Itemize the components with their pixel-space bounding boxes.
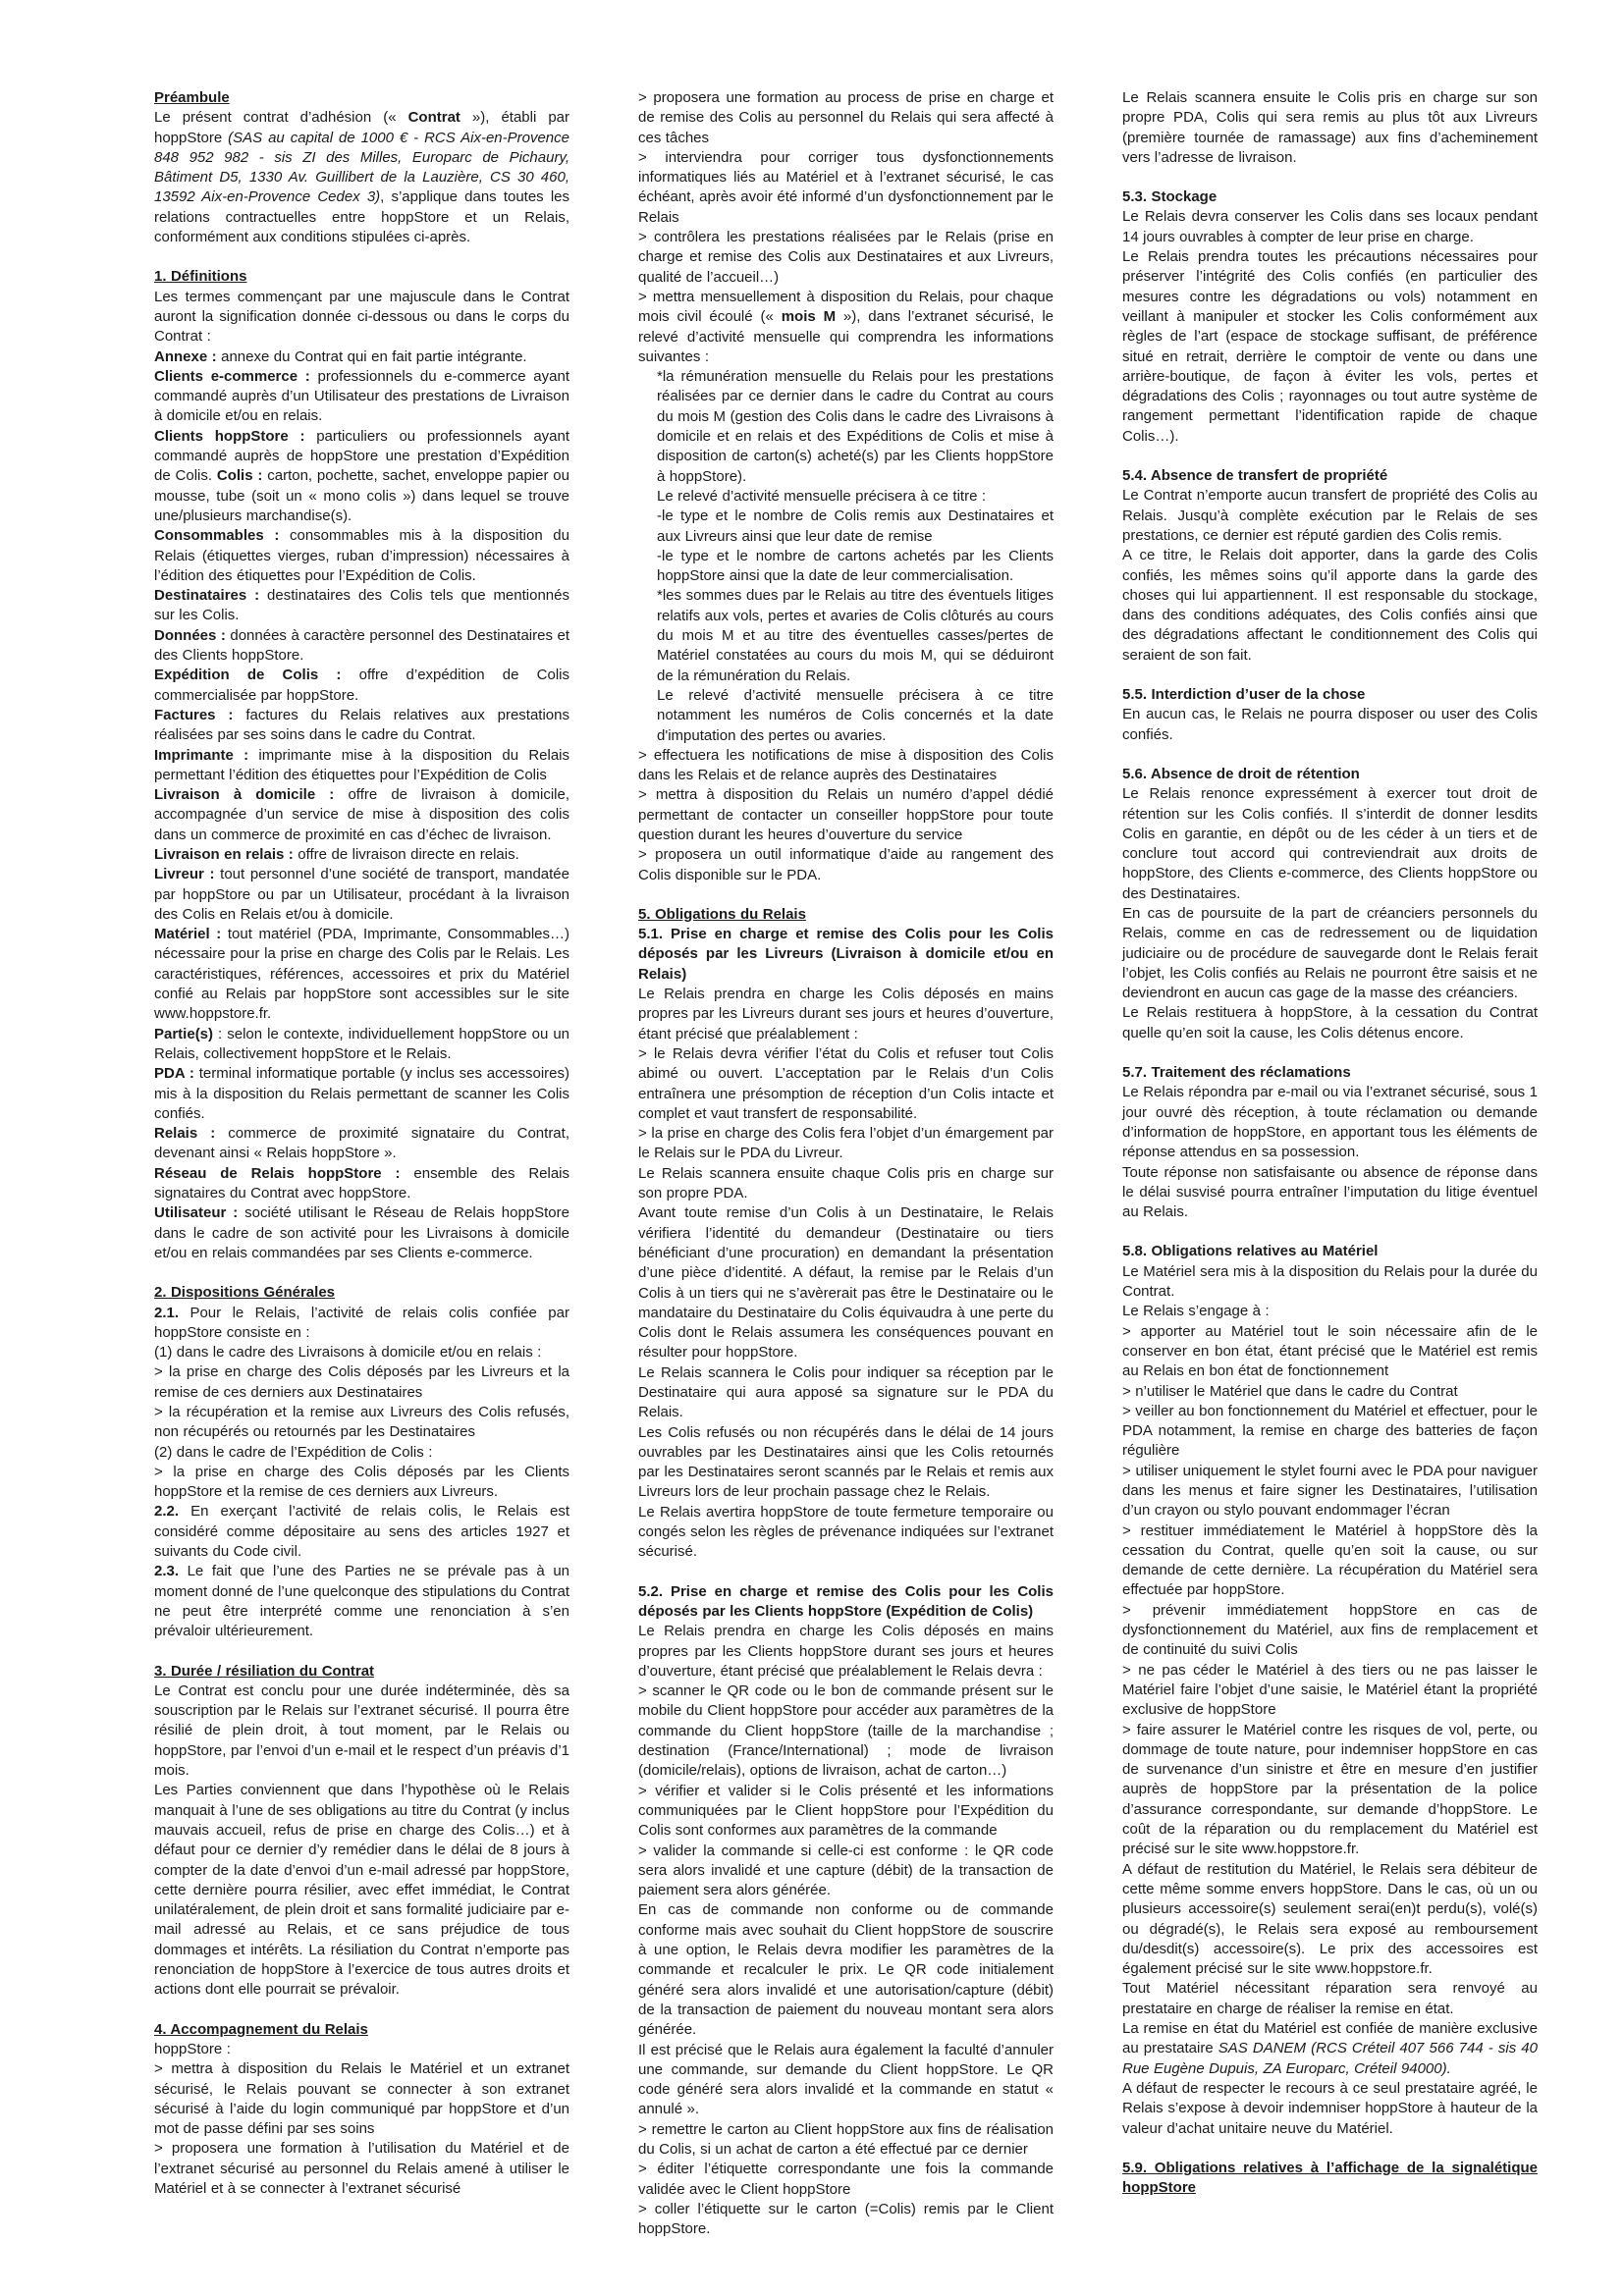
paragraph — [638, 2120, 1054, 2161]
paragraph — [154, 925, 569, 1024]
text-run: Le Relais scannera ensuite chaque Colis pris en charge sur son propre PDA. — [638, 1164, 1054, 1202]
paragraph — [154, 1781, 569, 2000]
paragraph — [1122, 1462, 1538, 1522]
text-run: données à caractère personnel des Destinataires et des Clients hoppStore. — [154, 626, 569, 665]
paragraph — [1122, 88, 1538, 168]
text-run: »), dans l’extranet sécurisé, le relevé d’activité mensuelle qui comprendra les informations suivantes : — [638, 308, 1054, 365]
paragraph — [638, 845, 1054, 885]
text-run: > effectuera les notifications de mise à disposition des Colis dans les Relais et de relance auprès des Destinataires — [638, 746, 1054, 784]
text-run: > valider la commande si celle-ci est conforme : le QR code sera alors invalidé et une capture (débit) de la transaction de paiement sera alors générée. — [638, 1842, 1054, 1899]
text-run: Pour le Relais, l’activité de relais colis confiée par hoppStore consiste en : — [154, 1304, 569, 1341]
text-run: Préambule — [154, 89, 230, 106]
paragraph — [154, 526, 569, 586]
text-run: > restituer immédiatement le Matériel à hoppStore dès la cessation du Contrat, quelle qu’en soit la cause, ou sur demande de cette dernière. La récupération du Matériel sera effectuée par hoppStore. — [1122, 1522, 1538, 1599]
section-heading — [154, 1662, 569, 1682]
text-run: > n’utiliser le Matériel que dans le cadre du Contrat — [1122, 1382, 1458, 1400]
paragraph — [638, 785, 1054, 845]
text-run: 5.7. Traitement des réclamations — [1122, 1064, 1351, 1082]
text-run: Les Parties conviennent que dans l’hypothèse où le Relais manquait à l’une de ses obligations au titre du Contrat (y inclus mauvais accueil, refus de prise en charge des Colis…) et à défaut pour ce dernier d’y remédier dans le délai de 8 jours à compter de la date d’envoi d’un e-mail adressé par hoppStore, cette dernière pourra résilier, avec effet immédiat, le Contrat unilatéralement, de plein droit et sans formalité judiciaire par e-mail adressé au Relais, et ce sans préjudice de tous dommages et intérêts. La résiliation du Contrat n’emporte pas renonciation de hoppStore à l’exercice de tous autres droits et actions dont elle pourrait se prévaloir. — [154, 1782, 569, 1999]
subsection-heading — [1122, 1063, 1538, 1083]
text-run: Le fait que l’une des Parties ne se prévale pas à un moment donné de l’une quelconque des stipulations du Contrat ne peut être interprété comme une renonciation à s’en prévaloir ultérieurement. — [154, 1563, 569, 1640]
paragraph — [154, 1203, 569, 1263]
text-run: En cas de commande non conforme ou de commande conforme mais avec souhait du Client hoppStore de souscrire à une option, le Relais devra modifier les paramètres de la commande et recalculer le prix. Le QR code initialement généré sera alors invalidé et une autorisation/capture (débit) de la transaction de paiement du nouveau montant sera alors générée. — [638, 1901, 1054, 2039]
text-run: tout matériel (PDA, Imprimante, Consommables…) nécessaire pour la prise en charge des Colis par le Relais. Les caractéristiques, références, accessoires et prix du Matériel confié au Relais par hoppStore sont accessibles sur le site www.hoppstore.fr. — [154, 926, 569, 1023]
text-run: Avant toute remise d’un Colis à un Destinataire, le Relais vérifiera l’identité du demandeur (Destinataire ou tiers bénéficiant d’une procuration) en demandant la présentation d’une pièce d’identité. A défaut, la remise par le Relais d’un Colis à un tiers qui ne s’avèrerait pas être le Destinataire ou le mandataire du Destinataire du Colis équivaudra à une perte du Colis dont le Relais assumera les conséquences pouvant en résulter pour hoppStore. — [638, 1204, 1054, 1362]
paragraph — [638, 586, 1054, 685]
text-run: 2.3. — [154, 1563, 180, 1580]
paragraph — [154, 1682, 569, 1781]
paragraph — [154, 626, 569, 667]
paragraph — [1122, 247, 1538, 447]
paragraph — [154, 1025, 569, 1065]
text-run: La remise en état du Matériel est confiée de manière exclusive au prestataire — [1122, 2020, 1538, 2057]
text-run: Le Relais prendra en charge les Colis déposés en mains propres par les Clients hoppStore durant ses jours et heures d’ouverture, étant précisé que préalablement le Relais devra : — [638, 1623, 1054, 1680]
text-run: consommables mis à la disposition du Relais (étiquettes vierges, ruban d’impression) nécessaires à l’édition des étiquettes pour l’Expédition de Colis. — [154, 527, 569, 584]
text-run: 5.1. Prise en charge et remise des Colis pour les Colis déposés par les Livreurs (Livraison à domicile et/ou en Relais) — [638, 926, 1054, 983]
text-run: Matériel : — [154, 926, 222, 943]
paragraph — [638, 88, 1054, 148]
text-run: > coller l’étiquette sur le carton (=Colis) remis par le Client hoppStore. — [638, 2200, 1054, 2238]
paragraph — [1122, 2079, 1538, 2139]
paragraph — [1122, 2019, 1538, 2079]
text-run: 5.6. Absence de droit de rétention — [1122, 765, 1360, 782]
text-run: Destinataires : — [154, 587, 260, 605]
text-run: commerce de proximité signataire du Contrat, devenant ainsi « Relais hoppStore ». — [154, 1125, 569, 1162]
text-run: professionnels du e-commerce ayant commandé auprès d’un Utilisateur des prestations de Livraison à domicile et/ou en relais. — [154, 367, 569, 425]
text-run: Réseau de Relais hoppStore : — [154, 1164, 401, 1182]
text-run: Le Matériel sera mis à la disposition du Relais pour la durée du Contrat. — [1122, 1262, 1538, 1301]
text-run: Relais : — [154, 1125, 216, 1143]
paragraph — [1122, 1860, 1538, 1980]
paragraph — [154, 1343, 569, 1362]
text-run: Contrat — [407, 109, 460, 127]
paragraph — [638, 985, 1054, 1044]
paragraph — [154, 1304, 569, 1344]
paragraph — [638, 367, 1054, 487]
text-run: Utilisateur : — [154, 1204, 239, 1222]
text-run: Livraison en relais : — [154, 845, 294, 863]
paragraph — [1122, 705, 1538, 745]
paragraph — [638, 1203, 1054, 1362]
text-run: > proposera un outil informatique d’aide au rangement des Colis disponible sur le PDA. — [638, 846, 1054, 883]
paragraph — [638, 228, 1054, 288]
text-run: > mettra à disposition du Relais le Matériel et un extranet sécurisé, le Relais pouvant se connecter à son extranet sécurisé à l’aide du login communiqué par hoppStore et d’un mot de passe défini par ses soins — [154, 2060, 569, 2138]
paragraph — [154, 2040, 569, 2059]
paragraph — [638, 1682, 1054, 1781]
paragraph — [1122, 1522, 1538, 1601]
text-run: > prévenir immédiatement hoppStore en cas de dysfonctionnement du Matériel, aux fins de remplacement et de continuité du suivi Colis — [1122, 1601, 1538, 1659]
paragraph — [154, 1562, 569, 1641]
paragraph — [154, 586, 569, 626]
text-run: PDA : — [154, 1065, 194, 1083]
text-run: Le Contrat n’emporte aucun transfert de propriété des Colis au Relais. Jusqu’à complète exécution par le Relais de ses prestations, ce dernier est réputé gardien des Colis remis. — [1122, 487, 1538, 544]
text-run: > apporter au Matériel tout le soin nécessaire afin de le conserver en bon état, étant précisé que le Matériel est remis au Relais en bon état de fonctionnement — [1122, 1322, 1538, 1380]
paragraph — [1122, 1083, 1538, 1162]
text-run: > veiller au bon fonctionnement du Matériel et effectuer, pour le PDA notamment, la remise en charge des batteries de façon régulière — [1122, 1402, 1538, 1460]
paragraph — [638, 1164, 1054, 1204]
text-run: particuliers ou professionnels ayant commandé auprès de hoppStore une prestation d’Expédition de Colis. — [154, 427, 570, 485]
text-run: Factures : — [154, 706, 234, 723]
text-run: A défaut de respecter le recours à ce seul prestataire agréé, le Relais s’expose à devoir indemniser hoppStore à hauteur de la valeur d’achat unitaire neuve du Matériel. — [1122, 2079, 1538, 2137]
paragraph — [1122, 1979, 1538, 2019]
paragraph — [154, 108, 569, 247]
text-run: En exerçant l’activité de relais colis, le Relais est considéré comme dépositaire au sens des articles 1927 et suivants du Code civil. — [154, 1503, 569, 1561]
text-run: Il est précisé que le Relais aura également la faculté d’annuler une commande, sur demande du Client hoppStore. Le QR code généré sera alors invalidé et la commande en statut « annulé ». — [638, 2041, 1054, 2118]
paragraph — [1122, 904, 1538, 1003]
subsection-heading — [638, 1582, 1054, 1623]
text-run: Le Relais s’engage à : — [1122, 1303, 1270, 1320]
text-run: Le présent contrat d’adhésion (« — [154, 109, 408, 127]
paragraph — [638, 1782, 1054, 1842]
text-run: > éditer l’étiquette correspondante une fois la commande validée avec le Client hoppStore — [638, 2161, 1054, 2198]
text-run: Imprimante : — [154, 746, 249, 764]
text-run: (1) dans le cadre des Livraisons à domicile et/ou en relais : — [154, 1344, 542, 1362]
text-run: *les sommes dues par le Relais au titre des éventuels litiges relatifs aux vols, pertes et avaries de Colis clôturés au cours du mois M et au titre des éventuelles casses/pertes de Matériel constatées au cours du mois M, qui se déduiront de la rémunération du Relais. — [657, 587, 1054, 684]
text-run: 5.8. Obligations relatives au Matériel — [1122, 1243, 1379, 1260]
paragraph — [638, 1900, 1054, 2040]
paragraph — [154, 1064, 569, 1124]
text-run: > interviendra pour corriger tous dysfonctionnements informatiques liés au Matériel et à l’extranet sécurisé, le cas échéant, après avoir été informé d’un dysfonctionnement par le Relais — [638, 148, 1054, 226]
paragraph — [154, 666, 569, 706]
text-run: 5.3. Stockage — [1122, 188, 1218, 206]
text-run: > proposera une formation au process de prise en charge et de remise des Colis au personnel du Relais qui sera affecté à ces tâches — [638, 89, 1054, 146]
paragraph — [1122, 207, 1538, 247]
text-run: Les Colis refusés ou non récupérés dans le délai de 14 jours ouvrables par les Destinataires ainsi que les Colis retournés par les Destinataires seront scannés par le Relais et remis aux Livreurs lors de leur prochain passage chez le Relais. — [638, 1423, 1054, 1501]
text-run: A défaut de restitution du Matériel, le Relais sera débiteur de cette même somme envers hoppStore. Dans le cas, où un ou plusieurs accessoire(s) seulement serai(en)t perdu(s), volé(s) ou dégradé(s), le Relais sera exposé au remboursement du/desdit(s) accessoire(s). Le prix des accessoires est également précisé sur le site www.hoppstore.fr. — [1122, 1860, 1538, 1978]
paragraph — [1122, 1601, 1538, 1661]
text-run: : selon le contexte, individuellement hoppStore ou un Relais, collectivement hoppStore et le Relais. — [154, 1025, 569, 1062]
text-run: A ce titre, le Relais doit apporter, dans la garde des Colis confiés, les mêmes soins qu’il apporte dans la garde des choses qui lui appartiennent. Il est responsable du stockage, dans des conditions adéquates, des Colis confiés ainsi que des dégradations affectant le conditionnement des Colis qui seraient de son fait. — [1122, 547, 1538, 664]
text-run: 5.9. Obligations relatives à l’affichage de la signalétique hoppStore — [1122, 2159, 1538, 2197]
text-run: »), établi par hoppStore — [154, 109, 570, 146]
text-run: Colis : — [216, 467, 263, 485]
paragraph — [1122, 1003, 1538, 1043]
section-heading — [638, 905, 1054, 925]
text-run: -le type et le nombre de Colis remis aux Destinataires et aux Livreurs ainsi que leur date de remise — [657, 507, 1054, 545]
paragraph — [154, 1124, 569, 1164]
paragraph — [1122, 1262, 1538, 1303]
paragraph — [638, 487, 1054, 507]
paragraph — [638, 1423, 1054, 1503]
text-run: > utiliser uniquement le stylet fourni avec le PDA pour naviguer dans les menus et faire signer les Destinataires, l’utilisation d’un crayon ou stylo pouvant endommager l’écran — [1122, 1462, 1538, 1520]
section-heading — [1122, 2159, 1538, 2199]
text-run: Le Relais avertira hoppStore de toute fermeture temporaire ou congés selon les règles de prévenance indiquées sur l’extranet sécurisé. — [638, 1503, 1054, 1561]
paragraph — [154, 288, 569, 347]
text-run: > la récupération et la remise aux Livreurs des Colis refusés, non récupérés ou retournés par les Destinataires — [154, 1404, 569, 1441]
text-run: Expédition de Colis : — [154, 667, 342, 684]
text-run: offre d’expédition de Colis commercialisée par hoppStore. — [154, 667, 570, 704]
doc-column-3 — [1122, 88, 1538, 2257]
doc-column-2 — [638, 88, 1054, 2257]
paragraph — [154, 785, 569, 845]
paragraph — [154, 2139, 569, 2199]
text-run: imprimante mise à la disposition du Relais permettant l’édition des étiquettes pour l’Expédition de Colis — [154, 746, 569, 783]
text-run: Annexe : — [154, 347, 217, 365]
paragraph — [1122, 1661, 1538, 1721]
text-run: carton, pochette, sachet, enveloppe papier ou mousse, tube (soit un « mono colis ») dans lequel se trouve une/plusieurs marchandise(s). — [154, 467, 569, 524]
text-run: 2. Dispositions Générales — [154, 1284, 335, 1302]
text-run: Livraison à domicile : — [154, 786, 335, 804]
text-run: > scanner le QR code ou le bon de commande présent sur le mobile du Client hoppStore pour accéder aux paramètres de la commande du Client hoppStore (taille de la marchandise ; destination (France/International) ; mode de livraison (domicile/relais), options de livraison, achat de carton…) — [638, 1682, 1054, 1780]
text-run: Clients hoppStore : — [154, 427, 305, 445]
text-run: > la prise en charge des Colis fera l’objet d’un émargement par le Relais sur le PDA du Livreur. — [638, 1125, 1054, 1162]
paragraph — [154, 1443, 569, 1463]
text-run: (SAS au capital de 1000 € - RCS Aix-en-Provence 848 952 982 - sis ZI des Milles, Europarc de Pichaury, Bâtiment D5, 1330 Av. Guillibert de la Lauzière, CS 30 460, 13592 Aix-en-Provence Cedex 3) — [154, 129, 569, 206]
text-run: tout personnel d’une société de transport, mandatée par hoppStore ou par un Utilisateur, procédant à la livraison des Colis en Relais et/ou à domicile. — [154, 866, 569, 923]
text-run: Le Relais devra conserver les Colis dans ses locaux pendant 14 jours ouvrables à compter de leur prise en charge. — [1122, 208, 1538, 245]
doc-column-1 — [154, 88, 569, 2257]
text-run: > mettra mensuellement à disposition du Relais, pour chaque mois civil écoulé (« — [638, 288, 1054, 326]
text-run: > proposera une formation à l’utilisation du Matériel et de l’extranet sécurisé au personnel du Relais amené à utiliser le Matériel et à se connecter à l’extranet sécurisé — [154, 2140, 569, 2197]
subsection-heading — [1122, 187, 1538, 207]
paragraph — [154, 2059, 569, 2139]
text-run: 4. Accompagnement du Relais — [154, 2020, 368, 2038]
paragraph — [154, 1403, 569, 1443]
paragraph — [638, 507, 1054, 547]
text-run: 5.5. Interdiction d’user de la chose — [1122, 686, 1366, 704]
text-run: SAS DANEM (RCS Créteil 407 566 744 - sis 40 Rue Eugène Dupuis, ZA Europarc, Créteil 94000). — [1122, 2040, 1538, 2077]
subsection-heading — [638, 925, 1054, 985]
text-run: Le Relais scannera ensuite le Colis pris en charge sur son propre PDA, Colis qui sera remis au plus tôt aux Livreurs (première tournée de ramassage) aux fins d’acheminement vers l’adresse de livraison. — [1122, 89, 1538, 166]
paragraph — [154, 347, 569, 367]
text-run: mois M — [781, 308, 837, 326]
paragraph — [638, 148, 1054, 228]
text-run: > faire assurer le Matériel contre les risques de vol, perte, ou dommage de toute nature, pour indemniser hoppStore en cas de survenance d’un sinistre et être en mesure d’en justifier auprès de hoppStore par la présentation de la police d’assurance correspondante, sur demande d’hoppStore. Le coût de la réparation ou du remplacement du Matériel est précisé sur le site www.hoppstore.fr. — [1122, 1721, 1538, 1858]
paragraph — [1122, 1382, 1538, 1402]
paragraph — [1122, 1163, 1538, 1223]
text-run: Consommables : — [154, 527, 280, 545]
paragraph — [1122, 1322, 1538, 1382]
paragraph — [638, 547, 1054, 587]
text-run: > remettre le carton au Client hoppStore aux fins de réalisation du Colis, si un achat de carton a été effectué par ce dernier — [638, 2120, 1054, 2158]
text-run: Le Relais renonce expressément à exercer tout droit de rétention sur les Colis confiés. Il s’interdit de donner lesdits Colis en garantie, en dépôt ou de les céder à un tiers et de conclure tout accord qui contreviendrait aux droits de hoppStore, des Clients e-commerce, des Clients hoppStore ou des Destinataires. — [1122, 785, 1538, 902]
text-run: 3. Durée / résiliation du Contrat — [154, 1662, 375, 1680]
paragraph — [638, 1622, 1054, 1682]
text-run: terminal informatique portable (y inclus ses accessoires) mis à la disposition du Relais permettant de scanner les Colis confiés. — [154, 1065, 569, 1122]
text-run: En cas de poursuite de la part de créanciers personnels du Relais, comme en cas de redressement ou de liquidation judiciaire ou de procédure de sauvegarde dont le Relais ferait l’objet, les Colis confiés au Relais ne pourront être saisis et ne deviendront en aucun cas gage de la masse des créanciers. — [1122, 904, 1538, 1002]
text-run: destinataires des Colis tels que mentionnés sur les Colis. — [154, 587, 569, 624]
text-run: > la prise en charge des Colis déposés par les Livreurs et la remise de ces derniers aux Destinataires — [154, 1363, 569, 1401]
text-run: Clients e-commerce : — [154, 367, 310, 385]
subsection-heading — [1122, 466, 1538, 486]
text-run: Partie(s) — [154, 1025, 214, 1042]
text-run: Le relevé d’activité mensuelle précisera à ce titre notamment les numéros de Colis concernés et la date d'imputation des pertes ou avaries. — [657, 686, 1054, 744]
paragraph — [638, 2160, 1054, 2200]
paragraph — [1122, 1302, 1538, 1321]
text-run: > contrôlera les prestations réalisées par le Relais (prise en charge et remise des Colis aux Destinataires et aux Livreurs, qualité de l’accueil…) — [638, 229, 1054, 286]
paragraph — [154, 427, 569, 526]
text-run: 5.2. Prise en charge et remise des Colis pour les Colis déposés par les Clients hoppStore (Expédition de Colis) — [638, 1582, 1054, 1620]
text-run: Le Relais répondra par e-mail ou via l’extranet sécurisé, sous 1 jour ouvré dès réception, à toute réclamation ou demande d’information de hoppStore, en apportant tous les éléments de réponse attendus en sa possession. — [1122, 1084, 1538, 1161]
paragraph — [638, 288, 1054, 367]
text-run: Toute réponse non satisfaisante ou absence de réponse dans le délai susvisé pourra entraîner l’imputation du litige éventuel au Relais. — [1122, 1163, 1538, 1221]
text-run: > le Relais devra vérifier l’état du Colis et refuser tout Colis abimé ou ouvert. L’acceptation par le Relais d’un Colis entraînera une présomption de réception d’un Colis intacte et complet et vaut transfert de responsabilité. — [638, 1044, 1054, 1122]
text-run: 2.2. — [154, 1503, 180, 1521]
paragraph — [154, 845, 569, 865]
text-run: 2.1. — [154, 1304, 180, 1321]
paragraph — [1122, 546, 1538, 666]
text-run: > ne pas céder le Matériel à des tiers ou ne pas laisser le Matériel faire l’objet d’une saisie, le Matériel étant la propriété exclusive de hoppStore — [1122, 1661, 1538, 1719]
text-run: factures du Relais relatives aux prestations réalisées par ses soins dans le cadre du Contrat. — [154, 706, 569, 744]
section-heading — [154, 88, 569, 108]
paragraph — [638, 746, 1054, 786]
paragraph — [1122, 1402, 1538, 1462]
text-run: 1. Définitions — [154, 268, 247, 286]
text-run: ensemble des Relais signataires du Contrat avec hoppStore. — [154, 1164, 570, 1202]
text-run: > vérifier et valider si le Colis présenté et les informations communiquées par le Client hoppStore pour l’Expédition du Colis sont conformes aux paramètres de la commande — [638, 1782, 1054, 1840]
paragraph — [638, 1124, 1054, 1164]
paragraph — [1122, 1721, 1538, 1860]
text-run: Le Relais restituera à hoppStore, à la cessation du Contrat quelle qu’en soit la cause, les Colis détenus encore. — [1122, 1004, 1538, 1041]
text-run: Le Contrat est conclu pour une durée indéterminée, dès sa souscription par le Relais sur l’extranet sécurisé. Il pourra être résilié de plein droit, à tout moment, par le Relais ou hoppStore, par l’envoi d’un e-mail et le respect d’un préavis d’1 mois. — [154, 1682, 569, 1780]
paragraph — [638, 1363, 1054, 1423]
paragraph — [154, 706, 569, 746]
text-run: société utilisant le Réseau de Relais hoppStore dans le cadre de son activité pour les Livraisons à domicile et/ou en relais commandées par ses Clients e-commerce. — [154, 1204, 569, 1261]
section-heading — [154, 2020, 569, 2040]
paragraph — [154, 1164, 569, 1204]
paragraph — [154, 367, 569, 427]
text-run: 5.4. Absence de transfert de propriété — [1122, 467, 1388, 485]
text-run: En aucun cas, le Relais ne pourra disposer ou user des Colis confiés. — [1122, 706, 1538, 743]
text-run: > mettra à disposition du Relais un numéro d’appel dédié permettant de contacter un conseiller hoppStore pour toute question durant les heures d’ouverture du service — [638, 786, 1054, 843]
subsection-heading — [1122, 1242, 1538, 1261]
paragraph — [154, 1502, 569, 1562]
text-run: Le relevé d’activité mensuelle précisera à ce titre : — [657, 487, 987, 505]
text-run: Livreur : — [154, 866, 215, 883]
paragraph — [154, 746, 569, 786]
paragraph — [154, 1362, 569, 1403]
section-heading — [154, 267, 569, 287]
text-run: 5. Obligations du Relais — [638, 905, 806, 923]
paragraph — [638, 1842, 1054, 1901]
text-run: annexe du Contrat qui en fait partie intégrante. — [216, 347, 527, 365]
text-run: > la prise en charge des Colis déposés par les Clients hoppStore et la remise de ces derniers aux Livreurs. — [154, 1463, 569, 1501]
paragraph — [638, 1044, 1054, 1124]
text-run: Données : — [154, 626, 226, 644]
text-run: (2) dans le cadre de l’Expédition de Colis : — [154, 1443, 433, 1461]
paragraph — [154, 1463, 569, 1503]
text-run: Le Relais scannera le Colis pour indiquer sa réception par le Destinataire qui aura apposé sa signature sur le PDA du Relais. — [638, 1363, 1054, 1421]
paragraph — [638, 2041, 1054, 2120]
text-run: Les termes commençant par une majuscule dans le Contrat auront la signification donnée ci-dessous ou dans le corps du Contrat : — [154, 288, 569, 346]
text-run: Le Relais prendra toutes les précautions nécessaires pour préserver l’intégrité des Colis confiés (en particulier des mesures contre les dégradations ou vols) notamment en veillant à manipuler et stocker les Colis conformément aux règles de l’art (espace de stockage suffisant, de préférence situé en retrait, derrière le comptoir de vente ou dans une arrière-boutique, de façon à éviter les vols, pertes et dégradations des Colis ; rayonnages ou tout autre système de rangement permettant l’identification rapide de chaque Colis…). — [1122, 248, 1538, 445]
paragraph — [1122, 486, 1538, 546]
paragraph — [638, 1503, 1054, 1563]
text-run: *la rémunération mensuelle du Relais pour les prestations réalisées par ce dernier dans le cadre du Contrat au cours du mois M (gestion des Colis dans le cadre des Livraisons à domicile et en relais et des Expéditions de Colis et mise à disposition de carton(s) acheté(s) par les Clients hoppStore à hoppStore). — [657, 368, 1054, 485]
paragraph — [154, 865, 569, 925]
text-run: Tout Matériel nécessitant réparation sera renvoyé au prestataire en charge de réaliser la remise en état. — [1122, 1980, 1538, 2017]
paragraph — [638, 686, 1054, 746]
text-run: Le Relais prendra en charge les Colis déposés en mains propres par les Livreurs durant ses jours et heures d’ouverture, étant précisé que préalablement : — [638, 986, 1054, 1042]
text-run: offre de livraison à domicile, accompagnée d’un service de mise à disposition des colis dans un commerce de proximité en cas d’échec de livraison. — [154, 786, 569, 843]
text-run: offre de livraison directe en relais. — [293, 845, 519, 863]
paragraph — [1122, 784, 1538, 904]
text-run: -le type et le nombre de cartons achetés par les Clients hoppStore ainsi que la date de leur commercialisation. — [657, 547, 1054, 585]
text-run: hoppStore : — [154, 2040, 231, 2057]
section-heading — [154, 1283, 569, 1303]
subsection-heading — [1122, 685, 1538, 705]
text-run: , s’applique dans toutes les relations contractuelles entre hoppStore et un Relais, conformément aux conditions stipulées ci-après. — [154, 188, 569, 246]
subsection-heading — [1122, 765, 1538, 784]
paragraph — [638, 2200, 1054, 2240]
